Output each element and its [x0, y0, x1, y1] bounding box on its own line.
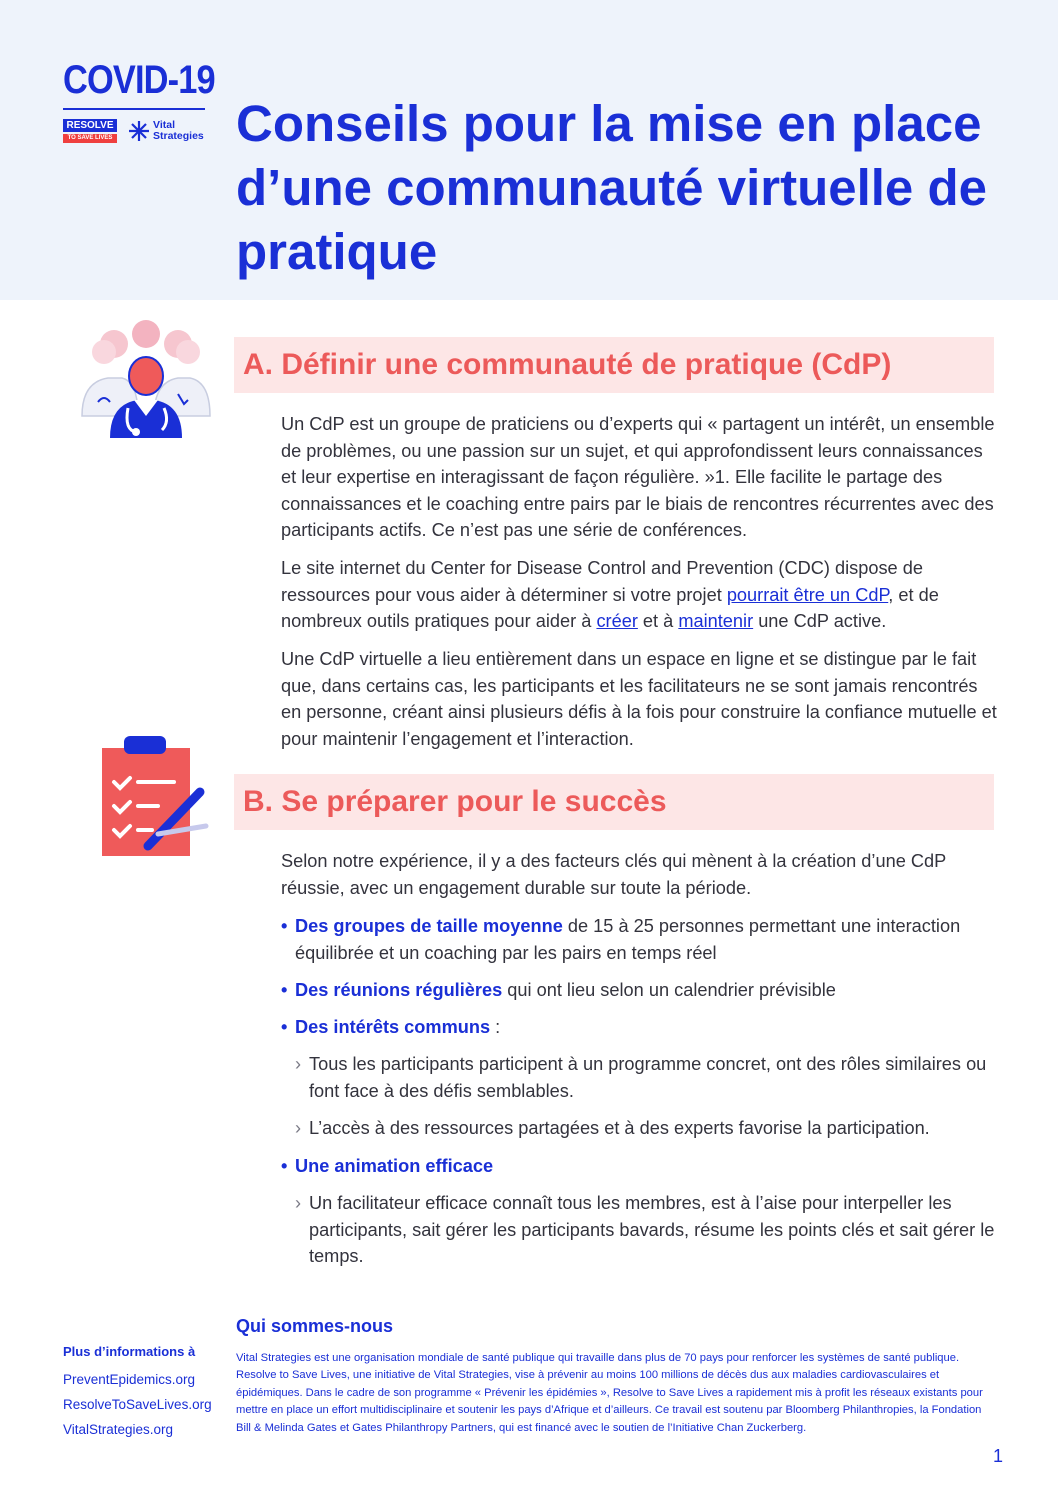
list-item [281, 977, 1001, 1004]
bullet-lead: Des réunions régulières [295, 980, 503, 1000]
page-title: Conseils pour la mise en place d’une communauté virtuelle de pratique [236, 95, 987, 280]
chevron-right-icon: › [295, 1054, 302, 1074]
list-item [281, 1153, 1001, 1180]
more-info-label: Plus d’informations à [63, 1344, 196, 1359]
brand-divider [63, 108, 205, 110]
resolve-logo-top: RESOLVE [63, 119, 117, 132]
link-vital-strategies[interactable]: VitalStrategies.org [63, 1422, 174, 1437]
resolve-logo-bottom: TO SAVE LIVES [63, 134, 117, 143]
p2-text-c: et à [637, 611, 679, 632]
bullet-text: qui ont lieu selon un calendrier prévisible [502, 980, 836, 1000]
sub-list-item [295, 1051, 1001, 1104]
link-creer[interactable]: créer [596, 611, 638, 632]
sub-item-text: L’accès à des ressources partagées et à des experts favorise la participation. [309, 1118, 930, 1138]
bullet-text: de 15 à 25 personnes permettant une interaction équilibrée et un coaching par les pairs en temps réel [295, 916, 961, 963]
vital-strategies-logo [128, 118, 208, 146]
list-item [281, 913, 1001, 966]
link-maintenir[interactable]: maintenir [678, 611, 754, 632]
bullet-dot: • [281, 1017, 288, 1037]
p2-text-d: une CdP active. [753, 611, 887, 632]
link-prevent-epidemics[interactable]: PreventEpidemics.org [63, 1372, 196, 1387]
bullet-dot: • [281, 1156, 288, 1176]
section-b-heading: B. Se préparer pour le succès [243, 785, 667, 818]
vital-logo-line1: Vital [153, 119, 175, 131]
footer-links [63, 1344, 233, 1442]
sub-item-text: Un facilitateur efficace connaît tous les membres, est à l’aise pour interpeller les participants, sait gérer les participants bavards, résume les points clés et sait gérer le temps. [309, 1193, 995, 1267]
p2-text-a: Le site internet du Center for Disease Control and Prevention (CDC) dispose de ressources pour vous aider à déterminer si votre projet [281, 558, 923, 605]
sub-item-text: Tous les participants participent à un programme concret, ont des rôles similaires ou font face à des défis semblables. [309, 1054, 987, 1101]
list-item [281, 1014, 1001, 1041]
vital-strategies-mark-icon [128, 120, 150, 142]
section-b-header [234, 774, 994, 830]
clipboard-checklist-icon [98, 734, 210, 860]
section-a-paragraph-3: Une CdP virtuelle a lieu entièrement dans un espace en ligne et se distingue par le fait que, dans certains cas, les participants et les facilitateurs ne se sont jamais rencontrés en personne, créant ainsi plusieurs défis à la fois pour construire la confiance mutuelle et pour maintenir l’engagement et l’interaction. [281, 649, 997, 749]
resolve-logo [63, 119, 117, 144]
who-we-are-heading: Qui sommes-nous [236, 1316, 394, 1336]
bullet-dot: • [281, 916, 288, 936]
chevron-right-icon: › [295, 1118, 302, 1138]
bullet-lead: Une animation efficace [295, 1156, 494, 1176]
section-a-paragraph-2 [281, 555, 1001, 635]
sub-list-item [295, 1115, 1001, 1142]
page-number: 1 [993, 1446, 1004, 1466]
covid-19-brand: COVID-19 [63, 58, 215, 102]
p2-text-b: , et de nombreux outils pratiques pour aider à [281, 584, 939, 632]
section-a-header [234, 337, 994, 393]
bullet-dot: • [281, 980, 288, 1000]
who-we-are-text: Vital Strategies est une organisation mondiale de santé publique qui travaille dans plus de 70 pays pour renforcer les systèmes de santé publique. Resolve to Save Lives, une initiative de Vital Strategies, vise à prévenir au moins 100 millions de décès dus aux maladies cardiovasculaires et épidémiques. Dans le cadre de son programme « Prévenir les épidémies », Resolve to Save Lives a rapidement mis à profit les réseaux existants pour mettre en place un effort multidisciplinaire et soutenir les pays d’Afrique et d’ailleurs. Ce travail est soutenu par Bloomberg Philanthropies, la Fondation Bill & Melinda Gates et Gates Philanthropy Partners, qui est financé avec le soutien de l’Initiative Chan Zuckerberg. [236, 1352, 983, 1434]
link-pourrait-etre-un-cdp[interactable]: pourrait être un CdP [726, 584, 889, 605]
bullet-lead: Des groupes de taille moyenne [295, 916, 563, 936]
section-b-intro: Selon notre expérience, il y a des facteurs clés qui mènent à la création d’une CdP réussie, avec un engagement durable sur toute la période. [281, 851, 946, 898]
bullet-text: : [490, 1017, 501, 1037]
section-a-heading: A. Définir une communauté de pratique (CdP) [243, 348, 892, 381]
section-a-paragraph-1: Un CdP est un groupe de praticiens ou d’experts qui « partagent un intérêt, un ensemble de problèmes, ou une passion sur un sujet, et qui approfondissent leurs connaissances et leur expertise en interagissant de façon régulière. »1. Elle facilite le partage des connaissances et le coaching entre pairs par le biais de rencontres récurrentes avec des participants actifs. Ce n’est pas une série de conférences. [281, 414, 995, 541]
chevron-right-icon: › [295, 1193, 302, 1213]
link-resolve-to-save-lives[interactable]: ResolveToSaveLives.org [63, 1397, 212, 1412]
medical-team-icon [78, 312, 214, 442]
sub-list-item [295, 1190, 1001, 1270]
bullet-lead: Des intérêts communs [295, 1017, 491, 1037]
vital-logo-line2: Strategies [153, 130, 204, 142]
